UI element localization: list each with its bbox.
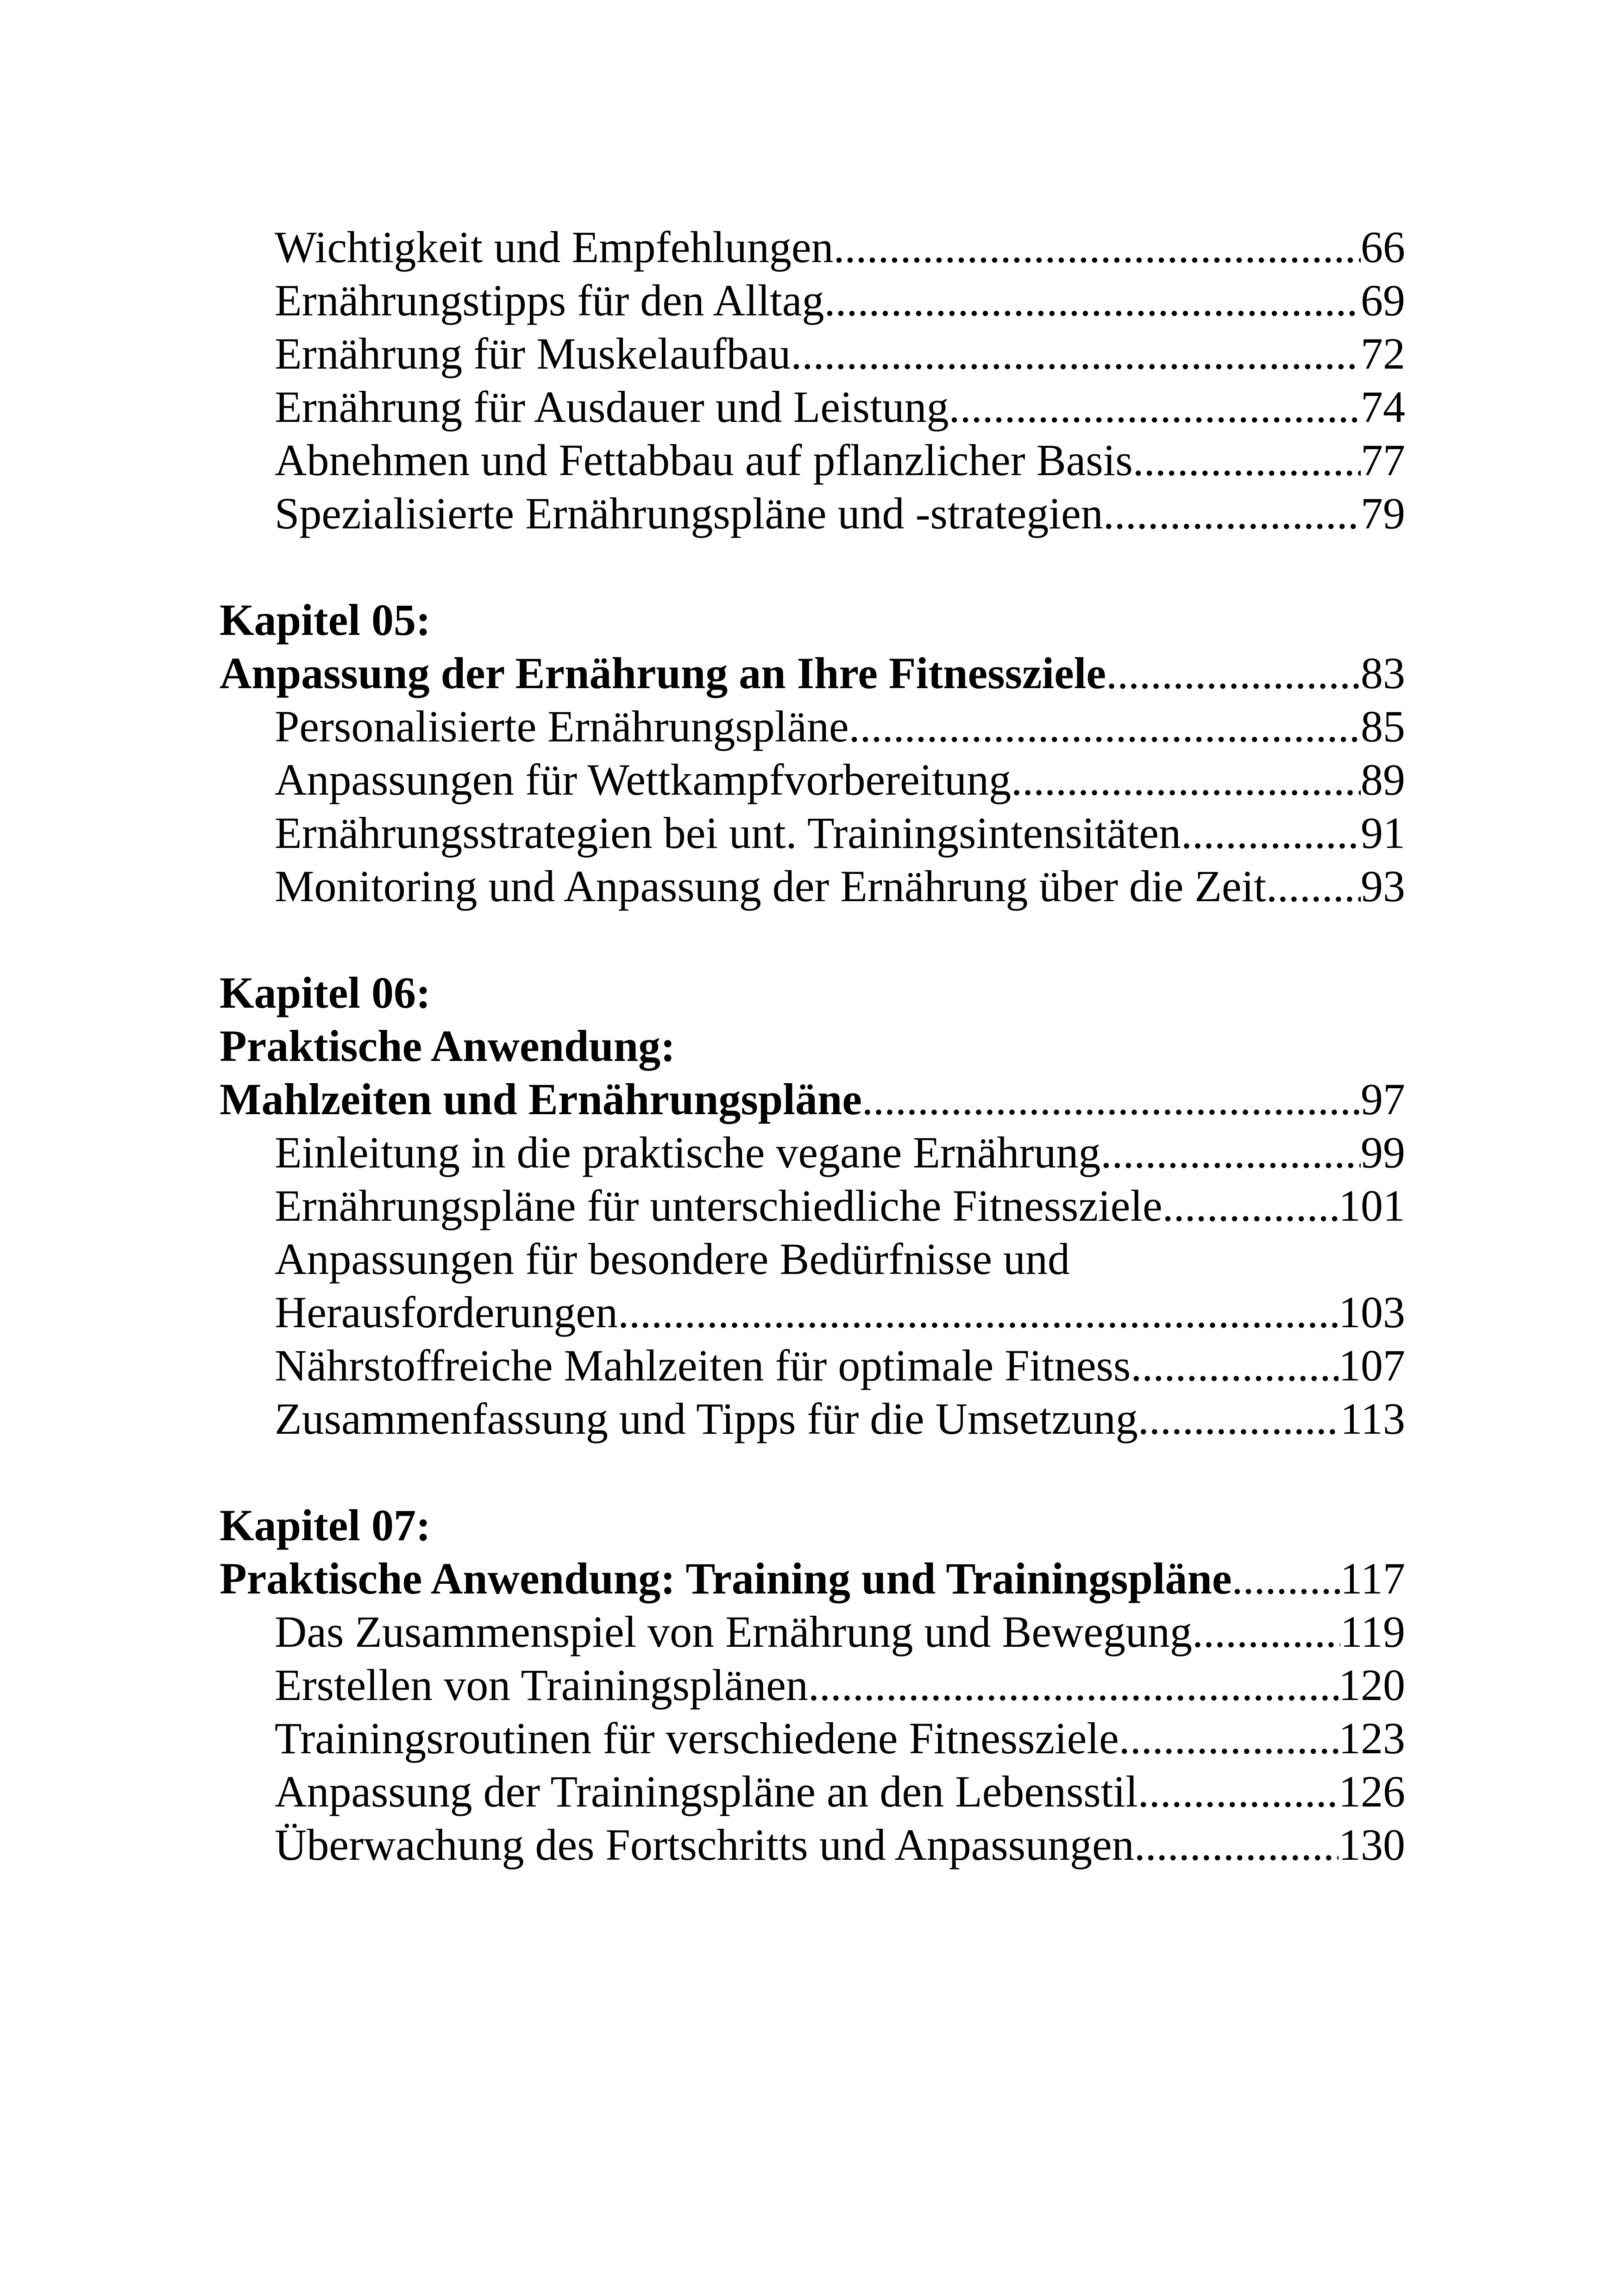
leader-dots [1232,1552,1340,1605]
leader-dots [824,274,1361,327]
toc-entry [220,700,1405,753]
toc-entry-page: 107 [1338,1341,1405,1390]
toc-entry-page: 99 [1361,1128,1405,1177]
chapter-title: Praktische Anwendung: Training und Trainingspläne [220,1554,1232,1603]
toc-entry [220,806,1405,859]
toc-entry-page: 103 [1338,1287,1405,1337]
toc-entry-title: Anpassung der Trainingspläne an den Lebensstil [275,1767,1138,1816]
chapter-title-entry [220,646,1405,700]
toc-entry [220,327,1405,380]
toc-entry [220,859,1405,913]
toc-entry-line1 [220,1232,1405,1286]
leader-dots [808,1658,1338,1712]
toc-entry [220,487,1405,540]
toc-entry-page: 85 [1361,702,1405,751]
toc-entry-title: Erstellen von Trainingsplänen [275,1660,808,1710]
toc-entry-page: 130 [1338,1820,1405,1869]
toc-entry [220,1392,1405,1445]
leader-dots [1106,646,1361,700]
leader-dots [618,1286,1338,1339]
leader-dots [849,700,1361,753]
toc-entry-title: Wichtigkeit und Empfehlungen [275,222,834,272]
leader-dots [1162,1179,1338,1232]
leader-dots [1181,806,1361,859]
chapter-title: Anpassung der Ernährung an Ihre Fitnessziele [220,648,1106,698]
toc-entry-page: 113 [1340,1394,1405,1443]
toc-entry-page: 126 [1338,1767,1405,1816]
toc-entry [220,1765,1405,1818]
leader-dots [1266,859,1361,913]
toc-entry-page: 120 [1338,1660,1405,1710]
leader-dots [1134,1818,1338,1871]
toc-entry-title: Ernährungstipps für den Alltag [275,276,824,325]
toc-entry [220,274,1405,327]
leader-dots [1133,433,1361,487]
chapter-label: Kapitel 05: [220,595,431,645]
chapter-label: Kapitel 07: [220,1500,431,1550]
toc-entry-page: 66 [1361,222,1405,272]
toc-entry-title: Herausforderungen [275,1287,618,1337]
toc-entry-page: 83 [1361,648,1405,698]
toc-entry-title: Personalisierte Ernährungspläne [275,702,849,751]
toc-entry-page: 101 [1338,1181,1405,1230]
toc-entry [220,380,1405,433]
toc-entry-page: 123 [1338,1713,1405,1763]
toc-entry-page: 74 [1361,382,1405,432]
toc-entry-page: 89 [1361,755,1405,804]
toc-entry-page: 97 [1361,1074,1405,1124]
leader-dots [834,220,1361,274]
toc-entry [220,1339,1405,1392]
toc-entry-title: Trainingsroutinen für verschiedene Fitnessziele [275,1713,1119,1763]
toc-entry-page: 119 [1340,1607,1405,1656]
leader-dots [1011,753,1361,806]
toc-entry-page: 117 [1340,1554,1405,1603]
toc-entry-title: Ernährungsstrategien bei unt. Trainingsintensitäten [275,808,1181,858]
leader-dots [791,327,1361,380]
toc-entry-title: Anpassungen für besondere Bedürfnisse und [275,1234,1070,1284]
toc-entry-title: Abnehmen und Fettabbau auf pflanzlicher Basis [275,435,1133,485]
toc-entry [220,1658,1405,1712]
chapter-title-entry [220,1073,1405,1126]
toc-entry [220,433,1405,487]
chapter-label: Kapitel 06: [220,968,431,1017]
toc-entry [220,1179,1405,1232]
chapter-title-entry [220,1552,1405,1605]
leader-dots [1192,1605,1340,1658]
leader-dots [1103,487,1361,540]
toc-entry-title: Ernährung für Ausdauer und Leistung [275,382,949,432]
toc-entry-title: Überwachung des Fortschritts und Anpassungen [275,1820,1134,1869]
toc-entry [220,1818,1405,1871]
toc-entry-page: 79 [1361,489,1405,538]
leader-dots [1100,1126,1361,1179]
toc-entry-title: Anpassungen für Wettkampfvorbereitung [275,755,1012,804]
chapter-title: Mahlzeiten und Ernährungspläne [220,1074,862,1124]
leader-dots [1119,1712,1338,1765]
toc-entry-title: Zusammenfassung und Tipps für die Umsetzung [275,1394,1138,1443]
toc-entry [220,1605,1405,1658]
leader-dots [1131,1339,1338,1392]
leader-dots [1138,1765,1338,1818]
chapter-title: Praktische Anwendung: [220,1021,676,1071]
toc-entry-title: Spezialisierte Ernährungspläne und -strategien [275,489,1103,538]
table-of-contents [220,220,1405,1871]
toc-entry-page: 77 [1361,435,1405,485]
toc-entry [220,220,1405,274]
leader-dots [949,380,1361,433]
toc-entry [220,1286,1405,1339]
toc-entry-title: Monitoring und Anpassung der Ernährung über die Zeit [275,861,1266,911]
toc-entry-title: Nährstoffreiche Mahlzeiten für optimale Fitness [275,1341,1131,1390]
toc-entry-page: 91 [1361,808,1405,858]
toc-entry-page: 72 [1361,329,1405,378]
leader-dots [1138,1392,1340,1445]
toc-entry-page: 69 [1361,276,1405,325]
leader-dots [862,1073,1361,1126]
toc-entry-title: Das Zusammenspiel von Ernährung und Bewegung [275,1607,1192,1656]
toc-entry [220,1712,1405,1765]
toc-entry [220,753,1405,806]
toc-entry-title: Einleitung in die praktische vegane Ernährung [275,1128,1101,1177]
toc-entry-title: Ernährung für Muskelaufbau [275,329,791,378]
toc-entry [220,1126,1405,1179]
toc-entry-page: 93 [1361,861,1405,911]
toc-entry-title: Ernährungspläne für unterschiedliche Fitnessziele [275,1181,1162,1230]
